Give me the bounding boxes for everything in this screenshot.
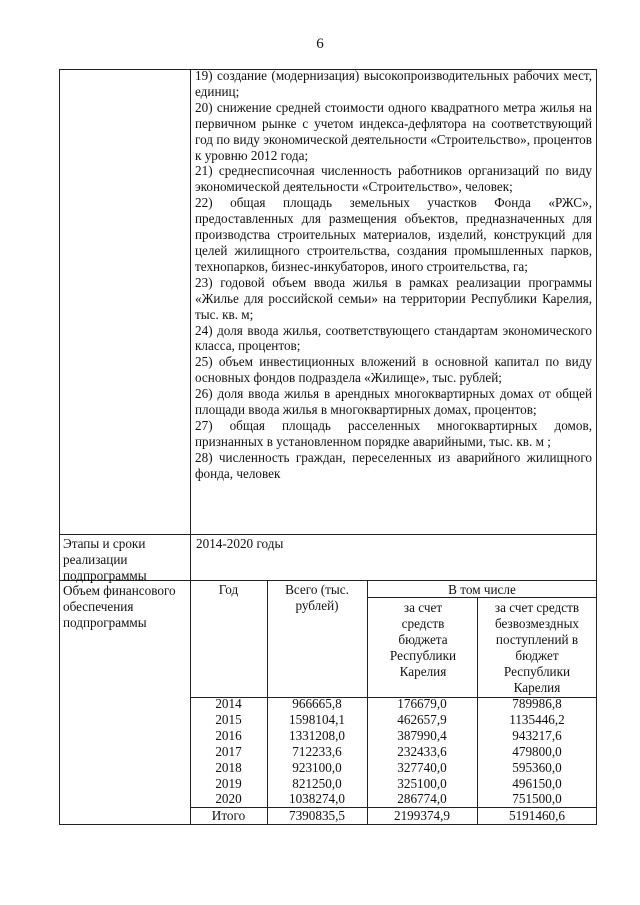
fin-header-including: В том числе — [448, 582, 516, 597]
fin-total-2015: 1598104,1 — [288, 712, 346, 727]
fin-total-label: Итого — [211, 808, 246, 823]
fin-budget-2016: 387990,4 — [397, 728, 447, 743]
passport-table — [59, 69, 597, 825]
fin-year-2016: 2016 — [215, 728, 242, 743]
fin-header-grants: за счет средств безвозмездных поступлений в бюджет Республики Карелия — [494, 600, 580, 695]
fin-header-year: Год — [218, 582, 239, 597]
indicator-item: 25) объем инвестиционных вложений в основной капитал по виду основных фондов подраздела «Жилище», тыс. рублей; — [195, 354, 592, 386]
fin-year-2019: 2019 — [215, 776, 242, 791]
indicator-item: 22) общая площадь земельных участков Фонда «РЖС», предоставленных для размещения объектов, предназначенных для производства строительных материалов, изделий, конструкций для целей жилищного строительства, создания промышленных парков, технопарков, бизнес-инкубаторов, иного строительства, га; — [195, 195, 592, 274]
fin-grants-2014: 789986,8 — [512, 696, 562, 711]
indicator-item: 27) общая площадь расселенных многоквартирных домов, признанных в установленном порядке аварийными, тыс. кв. м ; — [195, 417, 592, 449]
stages-label: Этапы и сроки реализации подпрограммы — [63, 536, 147, 583]
fin-budget-2015: 462657,9 — [397, 712, 447, 727]
stages-value: 2014-2020 годы — [196, 536, 284, 551]
fin-grants-2020: 751500,0 — [512, 791, 562, 806]
fin-grants-sum: 5191460,6 — [508, 808, 566, 823]
fin-budget-2017: 232433,6 — [397, 744, 447, 759]
fin-grants-2015: 1135446,2 — [509, 712, 565, 727]
fin-year-2020: 2020 — [215, 791, 242, 806]
fin-grants-2018: 595360,0 — [512, 760, 562, 775]
indicator-item: 24) доля ввода жилья, соответствующего стандартам экономического класса, процентов; — [195, 322, 592, 354]
fin-grants-2016: 943217,6 — [512, 728, 562, 743]
table-bottom-border — [59, 824, 597, 825]
fin-year-2018: 2018 — [215, 760, 242, 775]
fin-header-total: Всего (тыс. рублей) — [285, 582, 349, 613]
fin-budget-sum: 2199374,9 — [393, 808, 451, 823]
fin-budget-2019: 325100,0 — [397, 776, 447, 791]
indicator-item: 19) создание (модернизация) высокопроизводительных рабочих мест, единиц; — [195, 68, 592, 99]
indicator-item: 21) среднесписочная численность работников организаций по виду экономической деятельности «Строительство», человек; — [195, 163, 592, 195]
fin-year-2014: 2014 — [215, 696, 242, 711]
financing-label: Объем финансового обеспечения подпрограммы — [63, 583, 176, 630]
fin-budget-2018: 327740,0 — [397, 760, 447, 775]
indicator-list — [195, 68, 592, 482]
indicator-item: 20) снижение средней стоимости одного квадратного метра жилья на первичном рынке с учетом индекса-дефлятора на соответствующий год по виду экономической деятельности «Строительство», процентов к уровню 2012 года; — [195, 99, 592, 163]
row-divider-stages — [59, 534, 597, 535]
fin-budget-2014: 176679,0 — [397, 696, 447, 711]
fin-total-2014: 966665,8 — [292, 696, 342, 711]
fin-year-2015: 2015 — [215, 712, 242, 727]
fin-total-2018: 923100,0 — [292, 760, 342, 775]
fin-total-sum: 7390835,5 — [288, 808, 346, 823]
fin-grants-2019: 496150,0 — [512, 776, 562, 791]
indicator-item: 23) годовой объем ввода жилья в рамках реализации программы «Жилье для российской семьи» на территории Республики Карелия, тыс. кв. м; — [195, 274, 592, 322]
fin-year-2017: 2017 — [215, 744, 242, 759]
table-left-border — [59, 69, 60, 825]
fin-total-2020: 1038274,0 — [288, 791, 346, 806]
indicator-item: 26) доля ввода жилья в арендных многоквартирных домах от общей площади ввода жилья в многоквартирных домах, процентов; — [195, 386, 592, 418]
indicator-item: 28) численность граждан, переселенных из аварийного жилищного фонда, человек — [195, 449, 592, 481]
fin-budget-2020: 286774,0 — [397, 791, 447, 806]
fin-total-2016: 1331208,0 — [288, 728, 346, 743]
fin-total-2017: 712233,6 — [292, 744, 342, 759]
fin-header-budget: за счет средств бюджета Республики Карелия — [389, 600, 457, 679]
fin-grants-2017: 479800,0 — [512, 744, 562, 759]
page-number: 6 — [316, 36, 324, 52]
fin-total-2019: 821250,0 — [292, 776, 342, 791]
